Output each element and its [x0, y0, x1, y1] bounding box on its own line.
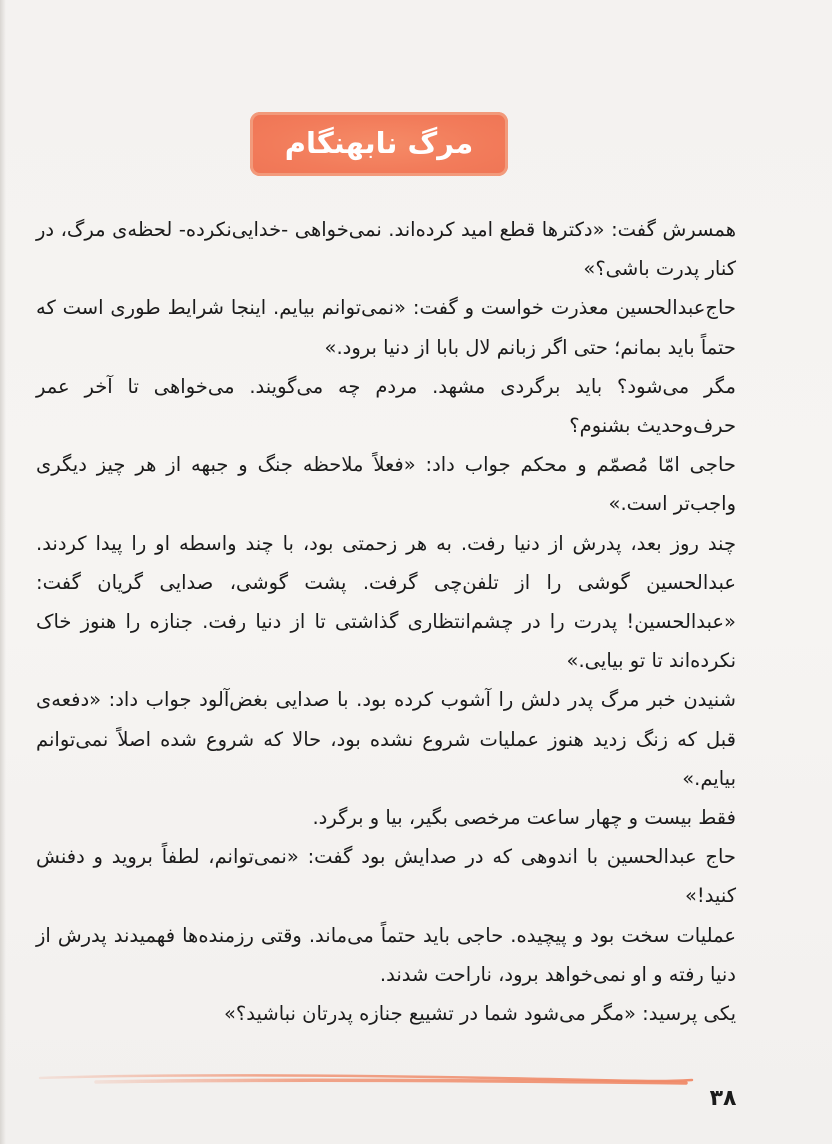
paragraph: همسرش گفت: «دکترها قطع امید کرده‌اند. نمی‌خواهی -خدایی‌نکرده- لحظه‌ی مرگ، در کنار پدرت باشی؟»	[36, 218, 736, 281]
footer-decorative-line	[36, 1072, 696, 1090]
paragraph: عملیات سخت بود و پیچیده. حاجی باید حتماً می‌ماند. وقتی رزمنده‌ها فهمیدند پدرش از دنیا رفته و او نمی‌خواهد برود، ناراحت شدند.	[36, 923, 736, 986]
brush-line-graphic	[36, 1072, 696, 1090]
paragraph: شنیدن خبر مرگ پدر دلش را آشوب کرده بود. با صدایی بغض‌آلود جواب داد: «دفعه‌ی قبل که زنگ زدید هنوز عملیات شروع نشده بود، حالا که شروع شده اصلاً نمی‌توانم بیایم.»	[36, 688, 736, 790]
body-text	[36, 210, 736, 1033]
chapter-title: مرگ نابهنگام	[284, 126, 474, 160]
paragraph: حاجی امّا مُصمّم و محکم جواب داد: «فعلاً ملاحظه جنگ و جبهه از هر چیز دیگری واجب‌تر است.»	[36, 453, 736, 516]
paragraph: مگر می‌شود؟ باید برگردی مشهد. مردم چه می‌گویند. می‌خواهی تا آخر عمر حرف‌وحدیث بشنوم؟	[36, 374, 736, 438]
page-edge-shadow	[0, 0, 6, 1144]
paragraph: فقط بیست و چهار ساعت مرخصی بگیر، بیا و برگرد.	[312, 806, 736, 830]
chapter-title-banner	[250, 112, 508, 176]
paragraph: حاج عبدالحسین با اندوهی که در صدایش بود گفت: «نمی‌توانم، لطفاً بروید و دفنش کنید!»	[36, 845, 736, 908]
paragraph: حاج‌عبدالحسین معذرت خواست و گفت: «نمی‌توانم بیایم. اینجا شرایط طوری است که حتماً باید بمانم؛ حتی اگر زبانم لال بابا از دنیا برود.»	[36, 296, 736, 359]
page-number: ۳۸	[709, 1086, 737, 1111]
paragraph: یکی پرسید: «مگر می‌شود شما در تشییع جنازه پدرتان نباشید؟»	[223, 1002, 736, 1026]
paragraph: چند روز بعد، پدرش از دنیا رفت. به هر زحمتی بود، با چند واسطه او را پیدا کردند. عبدالحسین گوشی را از تلفن‌چی گرفت. پشت گوشی، صدایی گریان گفت: «عبدالحسین! پدرت را در چشم‌انتظاری گذاشتی تا از دنیا رفت. جنازه را هنوز خاک نکرده‌اند تا تو بیایی.»	[36, 531, 736, 673]
